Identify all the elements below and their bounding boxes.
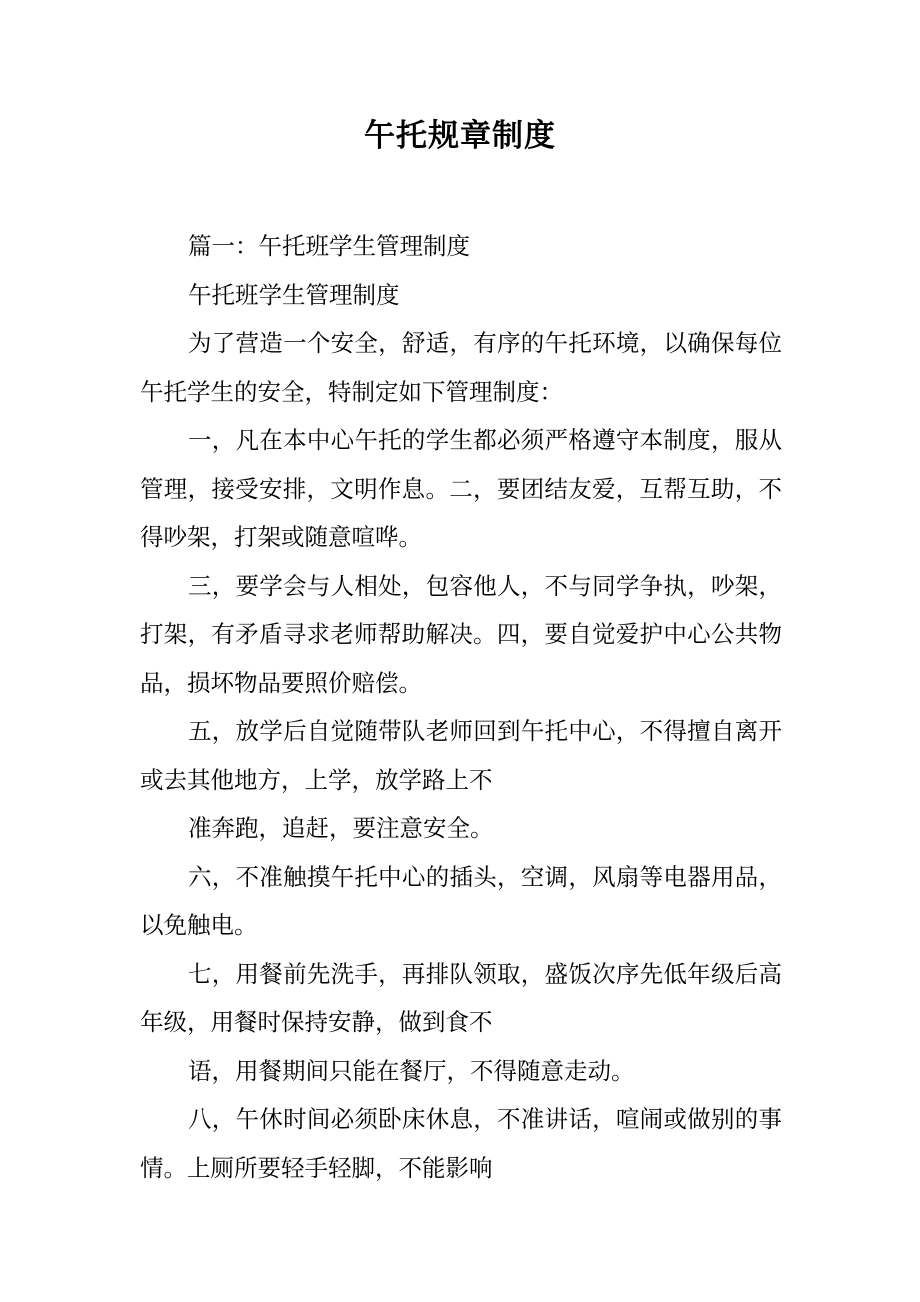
document-body [140, 222, 782, 1192]
paragraph-rule-5-continued: 准奔跑，追赶，要注意安全。 [188, 814, 494, 842]
paragraph-intro: 为了营造一个安全，舒适，有序的午托环境，以确保每位午托学生的安全，特制定如下管理制度： [140, 329, 782, 406]
document-title: 午托规章制度 [364, 118, 556, 154]
paragraph-rule-7-continued: 语，用餐期间只能在餐厅，不得随意走动。 [188, 1056, 635, 1085]
paragraph-rule-8: 八，午休时间必须卧床休息，不准讲话，喧闹或做别的事情。上厕所要轻手轻脚，不能影响 [140, 1105, 782, 1182]
paragraph-rule-6: 六，不准触摸午托中心的插头，空调，风扇等电器用品，以免触电。 [140, 862, 782, 939]
paragraph-rules-3-4: 三，要学会与人相处，包容他人，不与同学争执，吵架，打架，有矛盾寻求老师帮助解决。四，要自觉爱护中心公共物品，损坏物品要照价赔偿。 [140, 571, 782, 697]
subsection-heading: 午托班学生管理制度 [188, 280, 400, 309]
paragraph-rule-7: 七，用餐前先洗手，再排队领取，盛饭次序先低年级后高年级，用餐时保持安静，做到食不 [140, 959, 782, 1036]
section-heading: 篇一：午托班学生管理制度 [188, 232, 470, 260]
paragraph-rules-1-2: 一，凡在本中心午托的学生都必须严格遵守本制度，服从管理，接受安排，文明作息。二，要团结友爱，互帮互助，不得吵架，打架或随意喧哗。 [140, 426, 782, 551]
paragraph-rule-5: 五，放学后自觉随带队老师回到午托中心，不得擅自离开或去其他地方，上学，放学路上不 [140, 717, 782, 794]
